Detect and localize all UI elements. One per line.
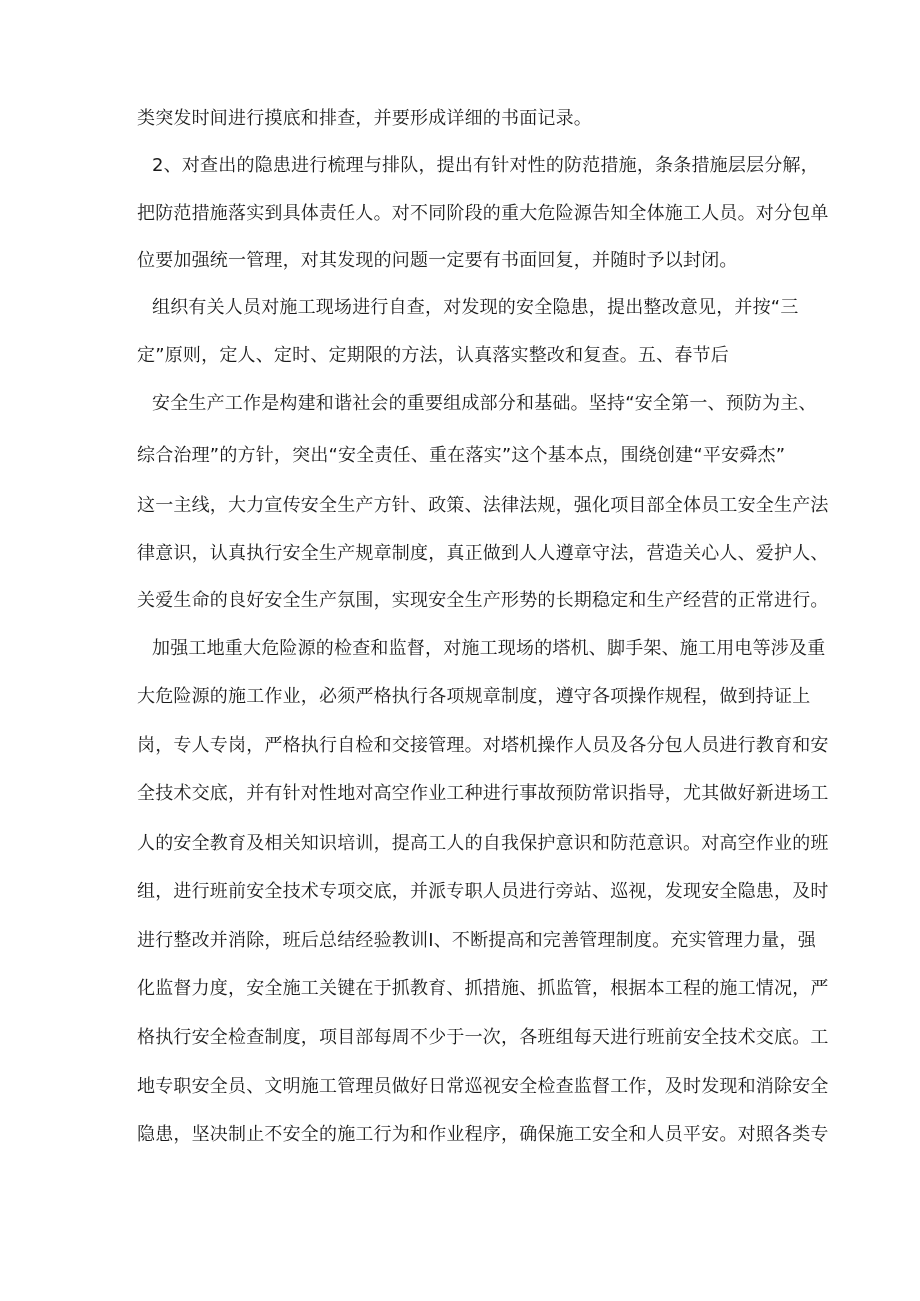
text-line: 把防范措施落实到具体责任人。对不同阶段的重大危险源告知全体施工人员。对分包单 [137, 203, 829, 224]
text-line: 综合治理”的方针，突出“安全责任、重在落实”这个基本点，围绕创建“平安舜杰” [137, 445, 786, 466]
text-line: 位要加强统一管理，对其发现的问题一定要有书面回复，并随时予以封闭。 [137, 250, 738, 271]
text-line: 这一主线，大力宣传安全生产方针、政策、法律法规，强化项目部全体员工安全生产法 [137, 495, 829, 516]
text-line: 加强工地重大危险源的检查和监督，对施工现场的塔机、脚手架、施工用电等涉及重 [152, 638, 826, 659]
text-line: 岗，专人专岗，严格执行自检和交接管理。对塔机操作人员及各分包人员进行教育和安 [137, 735, 829, 756]
text-line: 2、对查出的隐患进行梳理与排队，提出有针对性的防范措施，条条措施层层分解， [152, 155, 819, 176]
text-line: 进行整改并消除，班后总结经验教训I、不断提高和完善管理制度。充实管理力量，强 [137, 930, 816, 951]
text-line: 组，进行班前安全技术专项交底，并派专职人员进行旁站、巡视，发现安全隐患，及时 [137, 881, 829, 902]
text-line: 全技术交底，并有针对性地对高空作业工种进行事故预防常识指导，尤其做好新进场工 [137, 783, 829, 804]
text-line: 隐患，坚决制止不安全的施工行为和作业程序，确保施工安全和人员平安。对照各类专 [137, 1124, 829, 1145]
text-line: 定”原则，定人、定时、定期限的方法，认真落实整改和复查。五、春节后 [137, 345, 729, 366]
text-line: 大危险源的施工作业，必须严格执行各项规章制度，遵守各项操作规程，做到持证上 [137, 686, 811, 707]
text-line: 化监督力度，安全施工关键在于抓教育、抓措施、抓监管，根据本工程的施工情况，严 [137, 978, 829, 999]
text-line: 人的安全教育及相关知识培训，提高工人的自我保护意识和防范意识。对高空作业的班 [137, 833, 829, 854]
text-line: 类突发时间进行摸底和排查，并要形成详细的书面记录。 [137, 108, 592, 129]
text-line: 律意识，认真执行安全生产规章制度，真正做到人人遵章守法，营造关心人、爱护人、 [137, 543, 829, 564]
text-line: 地专职安全员、文明施工管理员做好日常巡视安全检查监督工作，及时发现和消除安全 [137, 1076, 829, 1097]
text-line: 组织有关人员对施工现场进行自查，对发现的安全隐患，提出整改意见，并按“三 [152, 297, 799, 318]
text-line: 关爱生命的良好安全生产氛围，实现安全生产形势的长期稳定和生产经营的正常进行。 [137, 590, 829, 611]
text-line: 格执行安全检查制度，项目部每周不少于一次，各班组每天进行班前安全技术交底。工 [137, 1027, 829, 1048]
text-line: 安全生产工作是构建和谐社会的重要组成部分和基础。坚持“安全第一、预防为主、 [152, 393, 817, 414]
